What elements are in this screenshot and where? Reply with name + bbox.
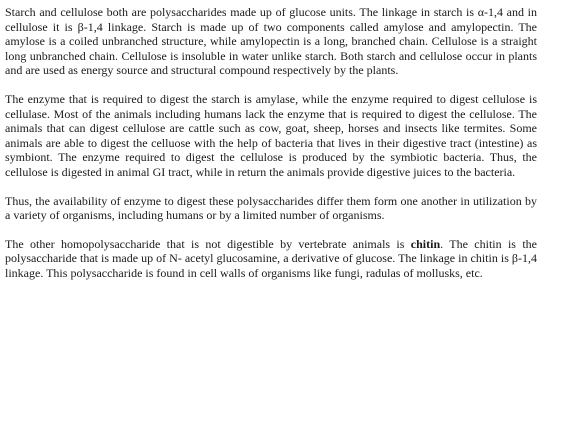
chitin-term: chitin <box>410 236 441 251</box>
paragraph-text: Starch and cellulose both are polysaccharides made up of glucose units. The linkage in starch is α-1,4 and in cellulose it is β-1,4 linkage. Starch is made up of two components called amylose and amylopectin. The amylose is a coiled unbranched structure, while amylopectin is a long, branched chain. Cellulose is a straight long unbranched chain. Cellulose is insoluble in water unlike starch. Both starch and cellulose occur in plants and are used as energy source and structural compound respectively by the plants. <box>5 5 537 78</box>
document-body <box>5 5 537 281</box>
paragraph-text: The enzyme that is required to digest the starch is amylase, while the enzyme required to digest cellulose is cellulase. Most of the animals including humans lack the enzyme that is required to digest the cellulose. The animals that can digest cellulose are cattle such as cow, goat, sheep, horses and insects like termites. Some animals are able to digest the celluose with the help of bacteria that lives in their digestive tract (intestine) as symbiont. The enzyme required to digest the cellulose is produced by the symbiotic bacteria. Thus, the cellulose is digested in animal GI tract, while in return the animals provide digestive juices to the bacteria. <box>5 91 537 179</box>
paragraph-text: Thus, the availability of enzyme to digest these polysaccharides differ them form one another in utilization by a variety of organisms, including humans or by a limited number of organisms. <box>5 193 537 223</box>
paragraph-text: The other homopolysaccharide that is not digestible by vertebrate animals is <box>5 236 411 251</box>
paragraph-chitin <box>5 237 537 281</box>
paragraph-starch-cellulose <box>5 5 537 78</box>
paragraph-availability <box>5 194 537 223</box>
paragraph-enzymes <box>5 92 537 180</box>
paragraph-text: . The chitin is the polysaccharide that is made up of N- acetyl glucosamine, a derivative of glucose. The linkage in chitin is β-1,4 linkage. This polysaccharide is found in cell walls of organisms like fungi, radulas of mollusks, etc. <box>5 236 537 280</box>
